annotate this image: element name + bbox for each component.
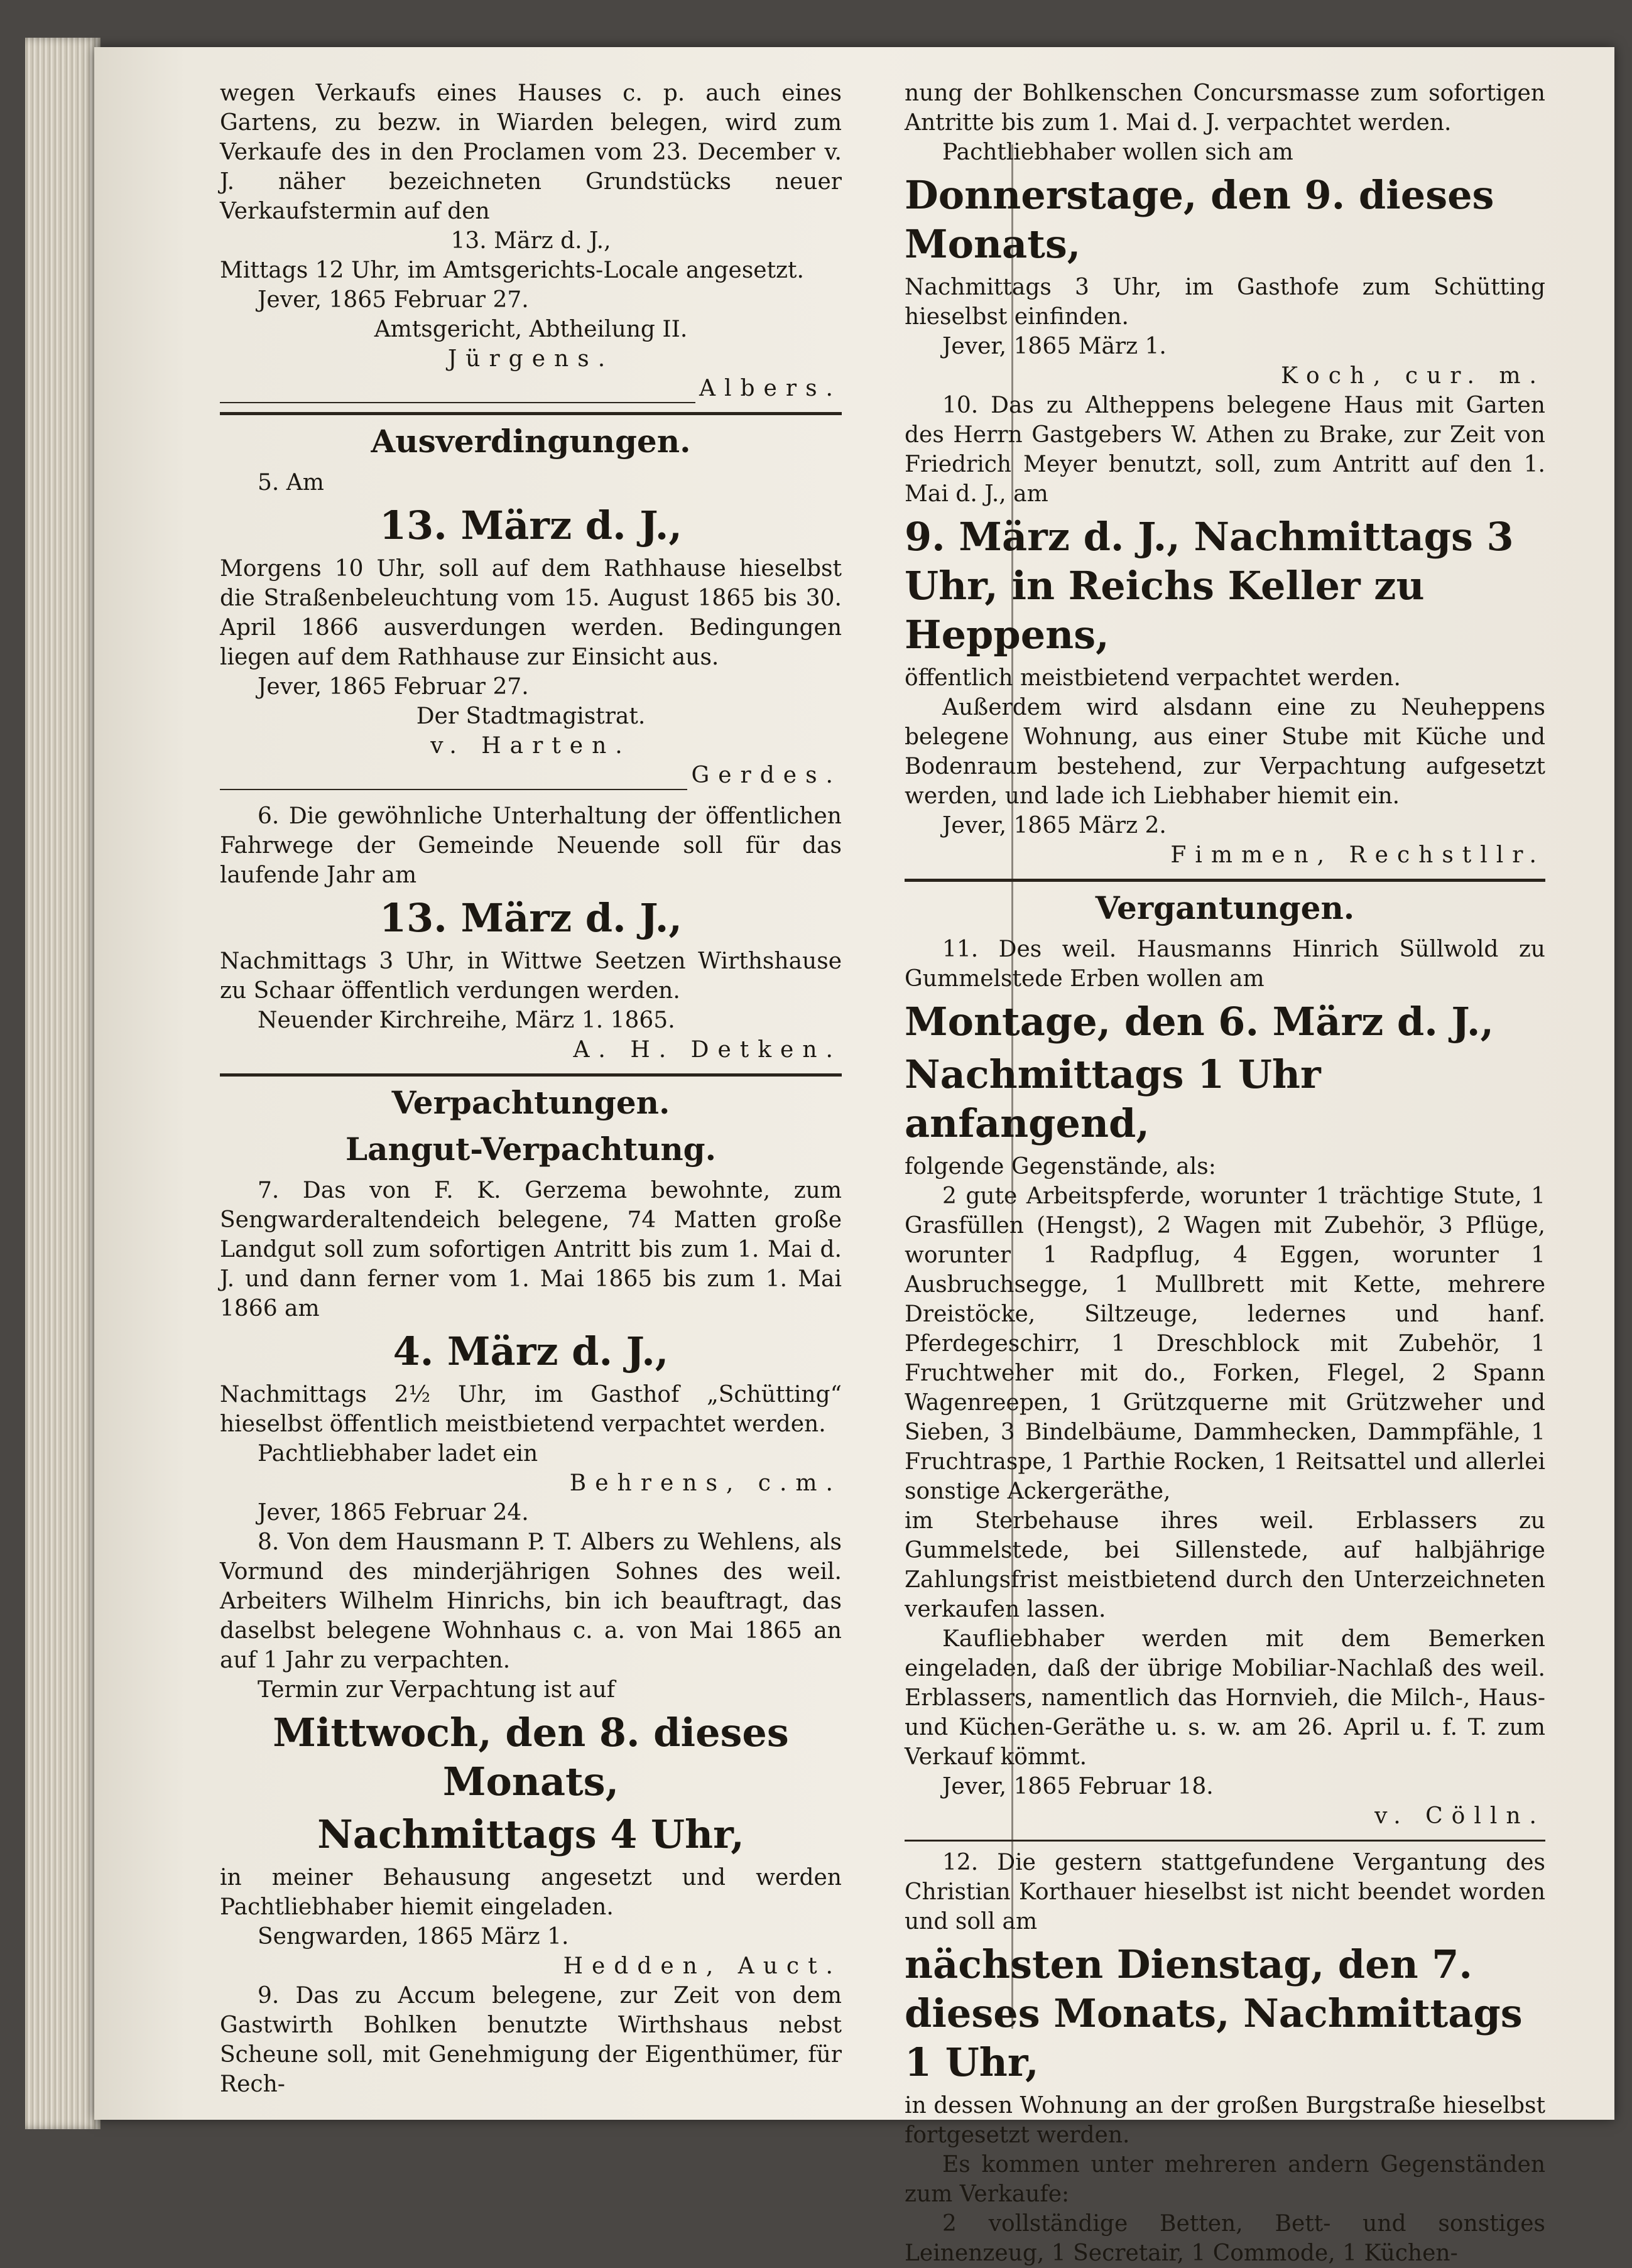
signature-line [220,374,842,403]
item-10-place: Jever, 1865 März 2. [942,813,1167,838]
item-10-text-b: öffentlich meistbietend verpachtet werden. [905,665,1401,691]
item-5-number: 5. Am [258,470,324,496]
signer-hedden: Hedden, Auct. [563,1953,842,1979]
signer-behrens: Behrens, c.m. [569,1470,842,1496]
item-10-text: 10. Das zu Altheppens belegene Haus mit Garten des Herrn Gastgebers W. Athen zu Brake, zur Zeit von Friedrich Meyer benutzt, soll, zum Antritt auf den 1. Mai d. J., am [905,393,1545,507]
date-naechsten-dienstag: nächsten Dienstag, den 7. dieses Monats, Nachmittags 1 Uhr, [905,1941,1523,2085]
section-rule [220,412,842,415]
item-7-text-b: Nachmittags 2½ Uhr, im Gasthof „Schütting“ hieselbst öffentlich meistbietend verpachtet werden. [220,1382,842,1437]
item-7-invite: Pachtliebhaber ladet ein [258,1441,538,1467]
subsection-langut: Langut-Verpachtung. [345,1131,717,1168]
item-11-place: Jever, 1865 Februar 18. [942,1774,1214,1799]
item-11-text-d: Kaufliebhaber werden mit dem Bemerken eingeladen, daß der übrige Mobiliar-Nachlaß des weil. Erblassers, namentlich das Hornvieh, die Milch-, Haus- und Küchen-Geräthe u. s. w. am 26. April u. f. T. zum Verkauf kömmt. [905,1626,1545,1770]
section-rule [220,1073,842,1077]
item-9-invite: Pachtliebhaber wollen sich am [942,139,1293,165]
item-5-place: Jever, 1865 Februar 27. [258,674,529,700]
signer-coelln: v. Cölln. [1374,1803,1545,1829]
item-12-text: 12. Die gestern stattgefundene Vergantung des Christian Korthauer hieselbst ist nicht beendet worden und soll am [905,1850,1545,1934]
right-column [905,79,1545,2268]
section-verpachtungen: Verpachtungen. [391,1084,670,1121]
date-13-maerz-big: 13. März d. J., [379,502,682,548]
item-7-place: Jever, 1865 Februar 24. [258,1500,529,1526]
time-nachmittags-4: Nachmittags 4 Uhr, [317,1811,744,1857]
date-13-maerz-big-2: 13. März d. J., [379,895,682,941]
stadtmagistrat: Der Stadtmagistrat. [416,703,646,729]
section-vergantungen: Vergantungen. [1095,889,1355,926]
signer-juergens: Jürgens. [447,346,614,372]
signer-detken: A. H. Detken. [573,1037,842,1063]
item-10-text-c: Außerdem wird alsdann eine zu Neuheppens belegene Wohnung, aus einer Stube mit Küche und Bodenraum bestehend, zur Verpachtung aufgesetzt werden, und lade ich Liebhaber hiemit ein. [905,695,1545,809]
item-7-text: 7. Das von F. K. Gerzema bewohnte, zum Sengwarderaltendeich belegene, 74 Matten große Landgut soll zum sofortigen Antritt bis zum 1. Mai d. J. und dann ferner vom 1. Mai 1865 bis zum 1. Mai 1866 am [220,1178,842,1321]
item-8-termin: Termin zur Verpachtung ist auf [258,1677,616,1703]
date-donnerstage: Donnerstage, den 9. dieses Monats, [905,172,1494,267]
item-11-text-c: im Sterbehause ihres weil. Erblassers zu Gummelstede, bei Sillenstede, auf halbjährige Zahlungsfrist meistbietend durch den Unterzeichneten verkaufen lassen. [905,1508,1545,1622]
left-column [220,79,842,2099]
item-9-text-d: Nachmittags 3 Uhr, im Gasthofe zum Schütting hieselbst einfinden. [905,274,1545,330]
signer-harten: v. Harten. [430,733,631,759]
date-9-maerz: 9. März d. J., Nachmittags 3 Uhr, in Reichs Keller zu Heppens, [905,514,1514,658]
item-9-continued: nung der Bohlkenschen Concursmasse zum sofortigen Antritte bis zum 1. Mai d. J. verpachtet werden. [905,80,1545,136]
date-mittwoch: Mittwoch, den 8. dieses Monats, [273,1710,789,1804]
time-line: Mittags 12 Uhr, im Amtsgerichts-Locale angesetzt. [220,258,804,283]
place-date: Jever, 1865 Februar 27. [258,287,529,313]
time-nachmittags-1: Nachmittags 1 Uhr anfangend, [905,1051,1321,1146]
signer-fimmen: Fimmen, Rechstllr. [1170,842,1545,868]
date-13-maerz: 13. März d. J., [450,228,611,254]
item-8-place: Sengwarden, 1865 März 1. [258,1924,569,1950]
signer-koch: Koch, cur. m. [1281,363,1545,389]
item-11-text-b: folgende Gegenstände, als: [905,1154,1216,1180]
item-6-text-b: Nachmittags 3 Uhr, in Wittwe Seetzen Wirthshause zu Schaar öffentlich verdungen werden. [220,948,842,1004]
date-4-maerz: 4. März d. J., [393,1328,669,1374]
court-name: Amtsgericht, Abtheilung II. [374,317,688,342]
signer-gerdes: Gerdes. [691,762,842,788]
intro-text: wegen Verkaufs eines Hauses c. p. auch eines Gartens, zu bezw. in Wiarden belegen, wird zum Verkaufe des in den Proclamen vom 23. December v. J. näher bezeichneten Grundstücks neuer Verkaufstermin auf den [220,80,842,224]
item-6-text: 6. Die gewöhnliche Unterhaltung der öffentlichen Fahrwege der Gemeinde Neuende soll für das laufende Jahr am [220,803,842,888]
section-rule [905,879,1545,882]
item-6-place: Neuender Kirchreihe, März 1. 1865. [258,1007,675,1033]
item-12-text-d: 2 vollständige Betten, Bett- und sonstiges Leinenzeug, 1 Secretair, 1 Commode, 1 Küchen- [905,2211,1545,2266]
item-rule [905,1840,1545,1842]
item-9-place: Jever, 1865 März 1. [942,334,1167,359]
item-9-text: 9. Das zu Accum belegene, zur Zeit von dem Gastwirth Bohlken benutzte Wirthshaus nebst Scheune soll, mit Genehmigung der Eigenthümer, für Rech- [220,1983,842,2097]
item-8-text-b: in meiner Behausung angesetzt und werden Pachtliebhaber hiemit eingeladen. [220,1865,842,1920]
item-11-text: 11. Des weil. Hausmanns Hinrich Süllwold zu Gummelstede Erben wollen am [905,936,1545,992]
item-8-text: 8. Von dem Hausmann P. T. Albers zu Wehlens, als Vormund des minderjährigen Sohnes des weil. Arbeiters Wilhelm Hinrichs, bin ich beauftragt, das daselbst belegene Wohnhaus c. a. von Mai 1865 an auf 1 Jahr zu verpachten. [220,1529,842,1673]
signer-albers: Albers. [699,376,842,401]
item-12-text-c: Es kommen unter mehreren andern Gegenständen zum Verkaufe: [905,2152,1545,2207]
section-ausverdingungen: Ausverdingungen. [371,423,691,460]
item-12-text-b: in dessen Wohnung an der großen Burgstraße hieselbst fortgesetzt werden. [905,2093,1545,2148]
book-page-edges [25,38,101,2129]
date-montage: Montage, den 6. März d. J., [905,999,1494,1044]
item-5-text: Morgens 10 Uhr, soll auf dem Rathhause hieselbst die Straßenbeleuchtung vom 15. August 1865 bis 30. April 1866 ausverdungen werden. Bedingungen liegen auf dem Rathhause zur Einsicht aus. [220,556,842,670]
signature-line [220,761,842,790]
item-11-list: 2 gute Arbeitspferde, worunter 1 trächtige Stute, 1 Grasfüllen (Hengst), 2 Wagen mit Zubehör, 3 Pflüge, worunter 1 Radpflug, 4 Eggen, worunter 1 Ausbruchsegge, 1 Mullbrett mit Kette, mehrere Dreistöcke, Siltzeuge, ledernes und hanf. Pferdegeschirr, 1 Dreschblock mit Zubehör, 1 Fruchtweher mit do., Forken, Flegel, 2 Spann Wagenreepen, 1 Grützquerne mit Grützweher und Sieben, 3 Bindelbäume, Dammhecken, Dammpfähle, 1 Fruchtraspe, 1 Parthie Rocken, 1 Reitsattel und allerlei sonstige Ackergeräthe, [905,1183,1545,1504]
